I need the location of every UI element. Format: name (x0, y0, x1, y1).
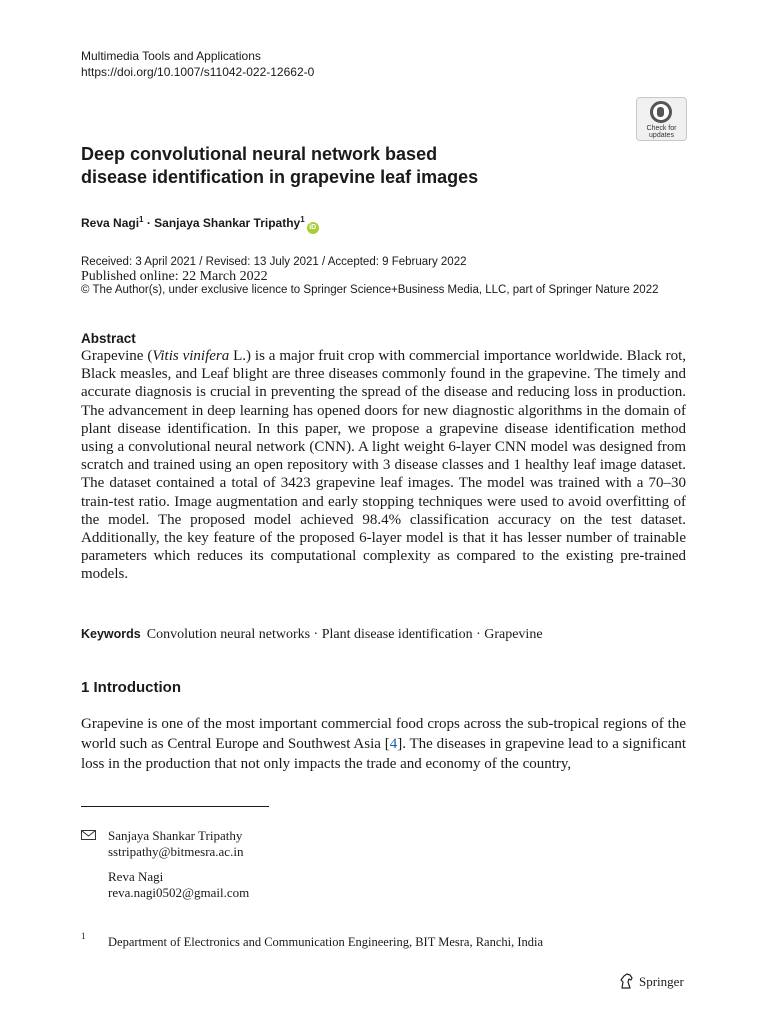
author-name[interactable]: Reva Nagi (81, 216, 140, 230)
author-name[interactable]: Sanjaya Shankar Tripathy (154, 216, 301, 230)
abstract-heading: Abstract (81, 331, 136, 346)
mail-icon (81, 830, 96, 840)
publisher-name: Springer (639, 974, 684, 989)
springer-horse-icon (619, 973, 635, 989)
affiliation-sup: 1 (300, 215, 305, 224)
keywords-label: Keywords (81, 627, 141, 641)
corresponding-author (108, 828, 243, 860)
published-date: Published online: 22 March 2022 (81, 269, 268, 284)
update-ring-icon (650, 101, 672, 123)
title-line-2: disease identification in grapevine leaf images (81, 167, 479, 187)
orcid-icon[interactable]: iD (307, 222, 319, 234)
affiliation: Department of Electronics and Communication Engineering, BIT Mesra, Ranchi, India (108, 935, 544, 949)
section-heading-introduction: 1 Introduction (81, 679, 181, 696)
corresponding-author-email[interactable]: sstripathy@bitmesra.ac.in (108, 844, 244, 859)
keywords (81, 625, 543, 644)
intro-part-2: ]. The diseases in grapevine lead to a significant loss in the production that not only impacts the trade and economy of the country, (81, 736, 686, 772)
footnote-divider (81, 806, 269, 807)
species-name: Vitis vinifera (152, 348, 230, 364)
second-author-contact (108, 869, 249, 901)
journal-header (81, 48, 314, 80)
second-author-name: Reva Nagi (108, 869, 164, 884)
keywords-text: Convolution neural networks · Plant disease identification · Grapevine (146, 627, 543, 642)
affiliation-marker: 1 (81, 931, 86, 941)
second-author-email[interactable]: reva.nagi0502@gmail.com (108, 885, 250, 900)
check-for-updates-icon[interactable] (636, 97, 687, 141)
title-line-1: Deep convolutional neural network based (81, 144, 438, 164)
affiliation-sup: 1 (139, 215, 144, 224)
doi-link[interactable]: https://doi.org/10.1007/s11042-022-12662-0 (81, 65, 315, 79)
author-list (81, 212, 319, 234)
badge-text-2: updates (649, 132, 674, 139)
author-separator: · (146, 216, 151, 230)
corresponding-author-name: Sanjaya Shankar Tripathy (108, 828, 243, 843)
journal-name: Multimedia Tools and Applications (81, 49, 261, 63)
abstract-part-2: L.) is a major fruit crop with commercial importance worldwide. Black rot, Black measles, and Leaf blight are three diseases commonly found in the grapevine. The timely and accurate diagnosis is crucial in preventing the spread of the disease and reducing loss in production. The advancement in deep learning has opened doors for new diagnostic algorithms in the domain of plant disease identification. In this paper, we propose a grapevine disease identification method using a convolutional neural network (CNN). A light weight 6-layer CNN model was designed from scratch and trained using an open repository with 3 disease classes and 1 healthy leaf image dataset. The dataset contained a total of 3423 grapevine leaf images. The model was trained with a 70–30 train-test ratio. Image augmentation and early stopping techniques were used to avoid overfitting of the model. The proposed model achieved 98.4% classification accuracy on the test dataset. Additionally, the key feature of the proposed 6-layer model is that it has lesser number of trainable parameters which reduces its computational complexity as compared to the existing pre-trained models. (81, 348, 686, 583)
introduction-text (81, 714, 686, 774)
publisher-logo[interactable] (619, 972, 684, 992)
intro-part-1: Grapevine is one of the most important commercial food crops across the sub-tropical regions of the world such as Central Europe and Southwest Asia [ (81, 716, 686, 752)
received-dates: Received: 3 April 2021 / Revised: 13 July 2021 / Accepted: 9 February 2022 (81, 256, 467, 268)
paper-title (81, 143, 601, 189)
abstract-text (81, 347, 686, 584)
citation-link[interactable]: 4 (389, 736, 398, 752)
copyright-notice: © The Author(s), under exclusive licence to Springer Science+Business Media, LLC, part of Springer Nature 2022 (81, 284, 659, 296)
abstract-part-1: Grapevine ( (81, 348, 153, 364)
badge-text-1: Check for (646, 125, 677, 132)
